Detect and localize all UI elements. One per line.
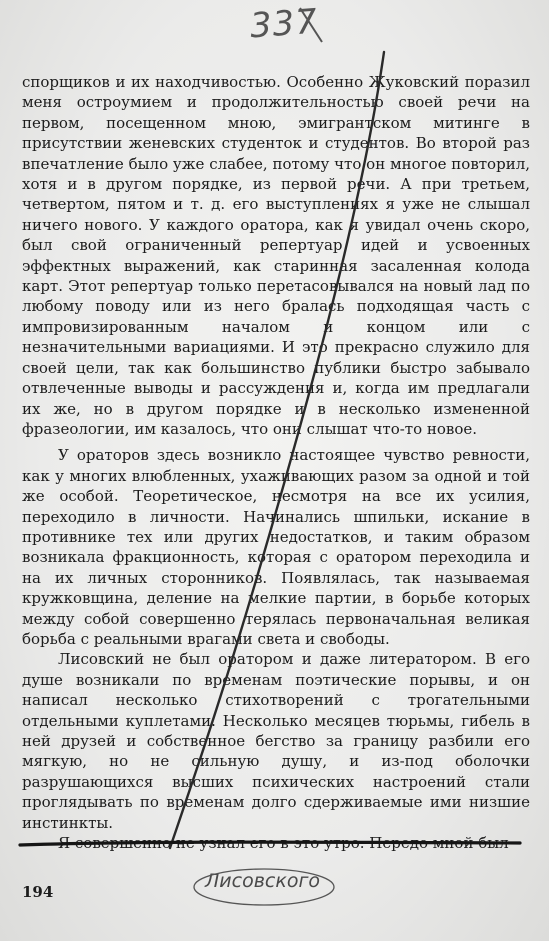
handwritten-signature: Лисовского	[205, 870, 321, 892]
page-number: 194	[22, 883, 54, 901]
handwritten-page-number: 337	[248, 1, 320, 47]
paragraph-2: У ораторов здесь возникло настоящее чувство ревности, как у многих влюбленных, ухаживающих разом за одной и той же особой. Теоретическое, несмотря на все их усилия, переходило в личности. Начинались шпильки, искание в противнике тех или других недостатков, и таким образом возникала фракционность, которая с оратором переходила и на их личных сторонников. Появлялась, так называемая кружковщина, деление на мелкие партии, в борьбе которых между собой совершенно терялась первоначальная великая борьба с реальными врагами света и свободы.	[22, 446, 530, 648]
paragraph-4: Я совершенно не узнал его в это утро. Передо мной был	[58, 834, 509, 853]
paragraph-3: Лисовский не был оратором и даже литератором. В его душе возникали по временам поэтические порывы, и он написал несколько стихотворений с трогательными отдельными куплетами. Несколько месяцев тюрьмы, гибель в ней друзей и собственное бегство за границу разбили его мягкую, но не сильную душу, и из-под оболочки разрушающихся высших психических настроений стали проглядывать по временам долго сдерживаемые ими низшие инстинкты.	[22, 650, 530, 832]
paragraph-1: спорщиков и их находчивостью. Особенно Жуковский поразил меня остроумием и продолжительностью своей речи на первом, посещенном мною, эмигрантском митинге в присутствии женевских студенток и студентов. Во второй раз впечатление было уже слабее, потому что он многое повторил, хотя и в другом порядке, из первой речи. А при третьем, четвертом, пятом и т. д. его выступлениях я уже не слышал ничего нового. У каждого оратора, как я увидал очень скоро, был свой ограниченный репертуар идей и усвоенных эффектных выражений, как старинная засаленная колода карт. Этот репертуар только перетасовывался на новый лад по любому поводу или из него бралась подходящая часть с импровизированным началом и концом или с незначительными вариациями. И это прекрасно служило для своей цели, так как большинство публики быстро забывало отвлеченные выводы и рассуждения и, когда им предлагали их же, но в другом порядке и в несколько измененной фразеологии, им казалось, что они слышат что-то новое.	[22, 73, 530, 438]
body-text	[22, 72, 530, 853]
